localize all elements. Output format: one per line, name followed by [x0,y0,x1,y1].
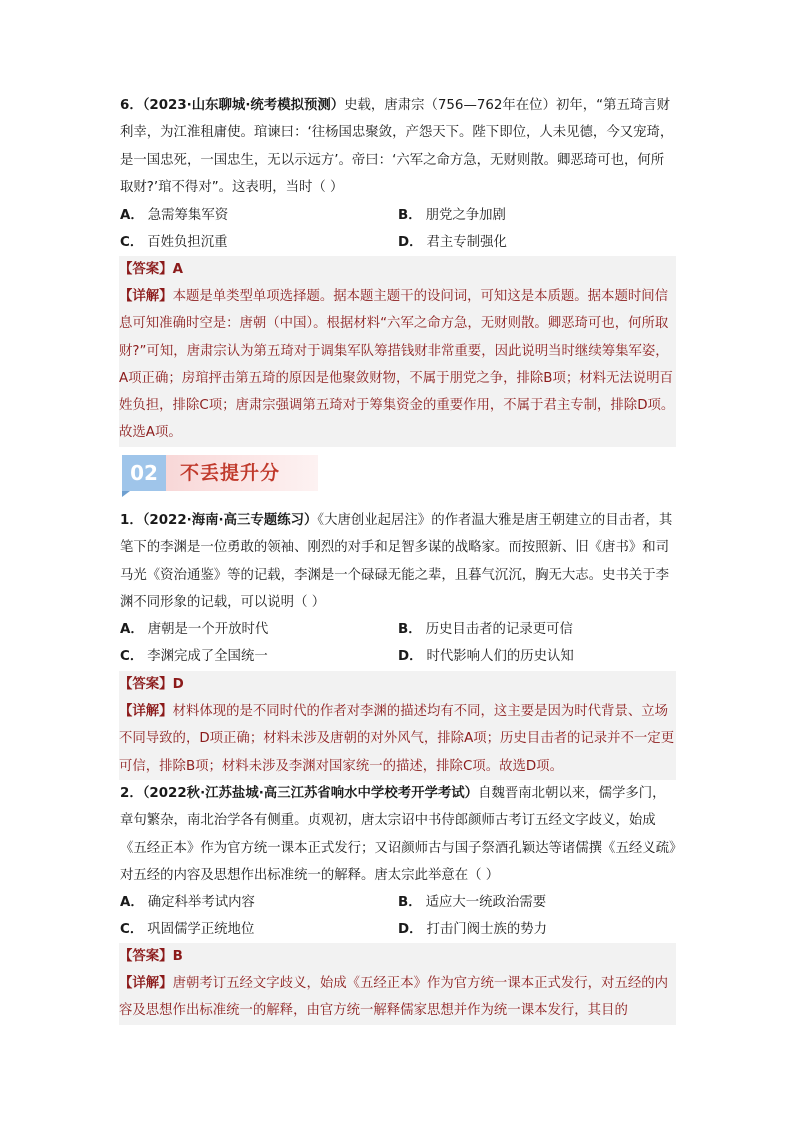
explain-text: 本题是单类型单项选择题。据本题主题干的设问词，可知这是本质题。据本题时间信息可知准确时空是：唐朝（中国）。根据材料“六军之命方急，无财则散。卿恶琦可也，何所取财?”可知，唐肃宗认为第五琦对于调集军队筹措钱财非常重要，因此说明当时继续筹集军姿，A项正确；房琯抨击第五琦的原因是他聚敛财物，不属于朋党之争，排除B项；材料无法说明百姓负担，排除C项；唐肃宗强调第五琦对于筹集资金的重要作用，不属于君主专制，排除D项。故选A项。 [119,289,675,441]
answer-tag: 【答案】 [119,262,173,277]
banner-fold [122,491,130,497]
question-text: 史载，唐肃宗（756—762年在位）初年，“第五琦言财利幸，为江淮租庸使。琯谏曰：‘往杨国忠聚敛，产怨天下。陛下即位，人未见德，今又宠琦，是一国忠死，一国忠生，无以示远方’。帝曰：‘六军之命方急，无财则散。卿恶琦可也，何所取财?’琯不得对”。这表明，当时（ ） [120,98,674,195]
answer-tag: 【答案】 [119,949,173,964]
answer-line [119,943,676,970]
question-6 [120,92,676,201]
answer-tag: 【答案】 [119,677,173,692]
question-text: 自魏晋南北朝以来，儒学多门，章句繁杂，南北治学各有侧重。贞观初，唐太宗诏中书侍郎颜师古考订五经文字歧义，始成《五经正本》作为官方统一课本正式发行；又诏颜师古与国子祭酒孔颖达等诸儒撰《五经义疏》对五经的内容及思想作出标准统一的解释。唐太宗此举意在（ ） [120,786,676,883]
question-1-options [120,616,676,670]
section-header [122,455,318,491]
option-b: B． 历史目击者的记录更可信 [398,622,573,637]
explanation [119,283,676,447]
question-number: 2． [120,786,143,801]
question-1 [120,507,676,616]
explain-tag: 【详解】 [119,289,173,304]
option-d: D． 打击门阀士族的势力 [398,922,548,937]
question-6-options [120,202,676,256]
question-text: 《大唐创业起居注》的作者温大雅是唐王朝建立的目击者，其笔下的李渊是一位勇敢的领袖、刚烈的对手和足智多谋的战略家。而按照新、旧《唐书》和司马光《资治通鉴》等的记载，李渊是一个碌碌无能之辈，且暮气沉沉，胸无大志。史书关于李渊不同形象的记载，可以说明（ ） [120,513,673,610]
option-b: B． 适应大一统政治需要 [398,895,547,910]
question-source: （2022秋·江苏盐城·高三江苏省响水中学校考开学考试） [142,786,479,801]
option-b: B． 朋党之争加剧 [398,208,506,223]
option-c: C． 巩固儒学正统地位 [120,922,255,937]
answer-line [119,256,676,283]
explain-tag: 【详解】 [119,704,173,719]
explain-text: 唐朝考订五经文字歧义，始成《五经正本》作为官方统一课本正式发行，对五经的内容及思想作出标准统一的解释，由官方统一解释儒家思想并作为统一课本发行，其目的 [119,976,669,1019]
answer-line [119,671,676,698]
answer-value: D [172,677,184,692]
explanation [119,970,676,1025]
question-source: （2023·山东聊城·统考模拟预测） [142,98,345,113]
option-c: C． 李渊完成了全国统一 [120,649,268,664]
section-title: 不丢提升分 [180,462,281,484]
question-source: （2022·海南·高三专题练习） [142,513,318,528]
option-a: A． 确定科举考试内容 [120,895,255,910]
explain-tag: 【详解】 [119,976,173,991]
answer-value: B [172,949,183,964]
answer-value: A [172,262,183,277]
option-c: C． 百姓负担沉重 [120,235,228,250]
question-2 [120,780,676,889]
option-a: A． 唐朝是一个开放时代 [120,622,269,637]
explain-text: 材料体现的是不同时代的作者对李渊的描述均有不同，这主要是因为时代背景、立场不同导致的，D项正确；材料未涉及唐朝的对外风气，排除A项；历史目击者的记录并不一定更可信，排除B项；材料未涉及李渊对国家统一的描述，排除C项。故选D项。 [119,704,675,774]
question-number: 1． [120,513,143,528]
option-d: D． 君主专制强化 [398,235,507,250]
option-d: D． 时代影响人们的历史认知 [398,649,574,664]
question-number: 6． [120,98,143,113]
section-number: 02 [122,455,166,491]
question-2-options [120,889,676,943]
option-a: A． 急需筹集军资 [120,208,229,223]
explanation [119,698,676,780]
